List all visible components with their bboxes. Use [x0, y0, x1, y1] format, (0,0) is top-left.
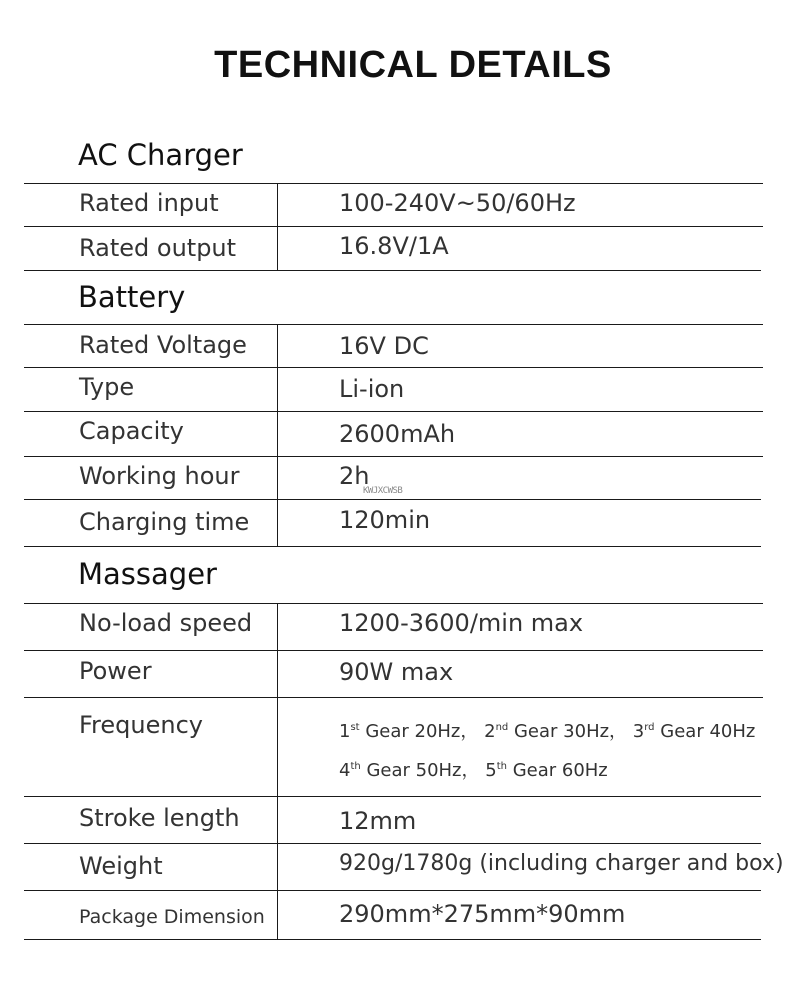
value-frequency-line-1: 1st Gear 20Hz， 2nd Gear 30Hz， 3rd Gear 40Hz [339, 721, 756, 742]
value-power: 90W max [339, 658, 454, 686]
value-package-dimension: 290mm*275mm*90mm [339, 900, 626, 928]
row-divider [24, 546, 761, 547]
row-divider [24, 796, 761, 797]
value-capacity: 2600mAh [339, 420, 456, 448]
label-rated-output: Rated output [79, 234, 237, 262]
value-rated-output: 16.8V/1A [339, 232, 449, 260]
row-divider [24, 226, 763, 227]
column-divider [277, 324, 278, 547]
label-frequency: Frequency [79, 711, 203, 739]
value-rated-voltage: 16V DC [339, 332, 429, 360]
label-no-load-speed: No-load speed [79, 609, 253, 637]
row-divider [24, 650, 763, 651]
section-heading-battery: Battery [78, 280, 186, 314]
column-divider [277, 183, 278, 271]
row-divider [24, 270, 761, 271]
value-stroke-length: 12mm [339, 807, 417, 835]
page-title: TECHNICAL DETAILS [214, 44, 612, 86]
label-power: Power [79, 657, 152, 685]
label-weight: Weight [79, 852, 163, 880]
label-working-hour: Working hour [79, 462, 240, 490]
row-divider [24, 939, 761, 940]
row-divider [24, 324, 763, 325]
row-divider [24, 411, 763, 412]
row-divider [24, 843, 761, 844]
value-weight: 920g/1780g (including charger and box) [339, 851, 784, 876]
section-heading-ac-charger: AC Charger [78, 138, 243, 172]
row-divider [24, 456, 763, 457]
label-charging-time: Charging time [79, 508, 250, 536]
row-divider [24, 499, 761, 500]
watermark: KWJXCWSB [363, 486, 403, 496]
value-rated-input: 100-240V~50/60Hz [339, 189, 576, 217]
label-rated-voltage: Rated Voltage [79, 331, 247, 359]
row-divider [24, 890, 761, 891]
value-no-load-speed: 1200-3600/min max [339, 609, 584, 637]
row-divider [24, 603, 763, 604]
row-divider [24, 183, 763, 184]
value-charging-time: 120min [339, 506, 431, 534]
label-rated-input: Rated input [79, 189, 219, 217]
label-type: Type [79, 373, 135, 401]
row-divider [24, 697, 763, 698]
label-package-dimension: Package Dimension [79, 906, 265, 928]
label-capacity: Capacity [79, 417, 184, 445]
row-divider [24, 367, 763, 368]
label-stroke-length: Stroke length [79, 804, 240, 832]
column-divider [277, 603, 278, 940]
value-frequency-line-2: 4th Gear 50Hz， 5th Gear 60Hz [339, 760, 608, 781]
section-heading-massager: Massager [78, 557, 217, 591]
value-type: Li-ion [339, 375, 405, 403]
value-working-hour: 2h [339, 462, 370, 490]
